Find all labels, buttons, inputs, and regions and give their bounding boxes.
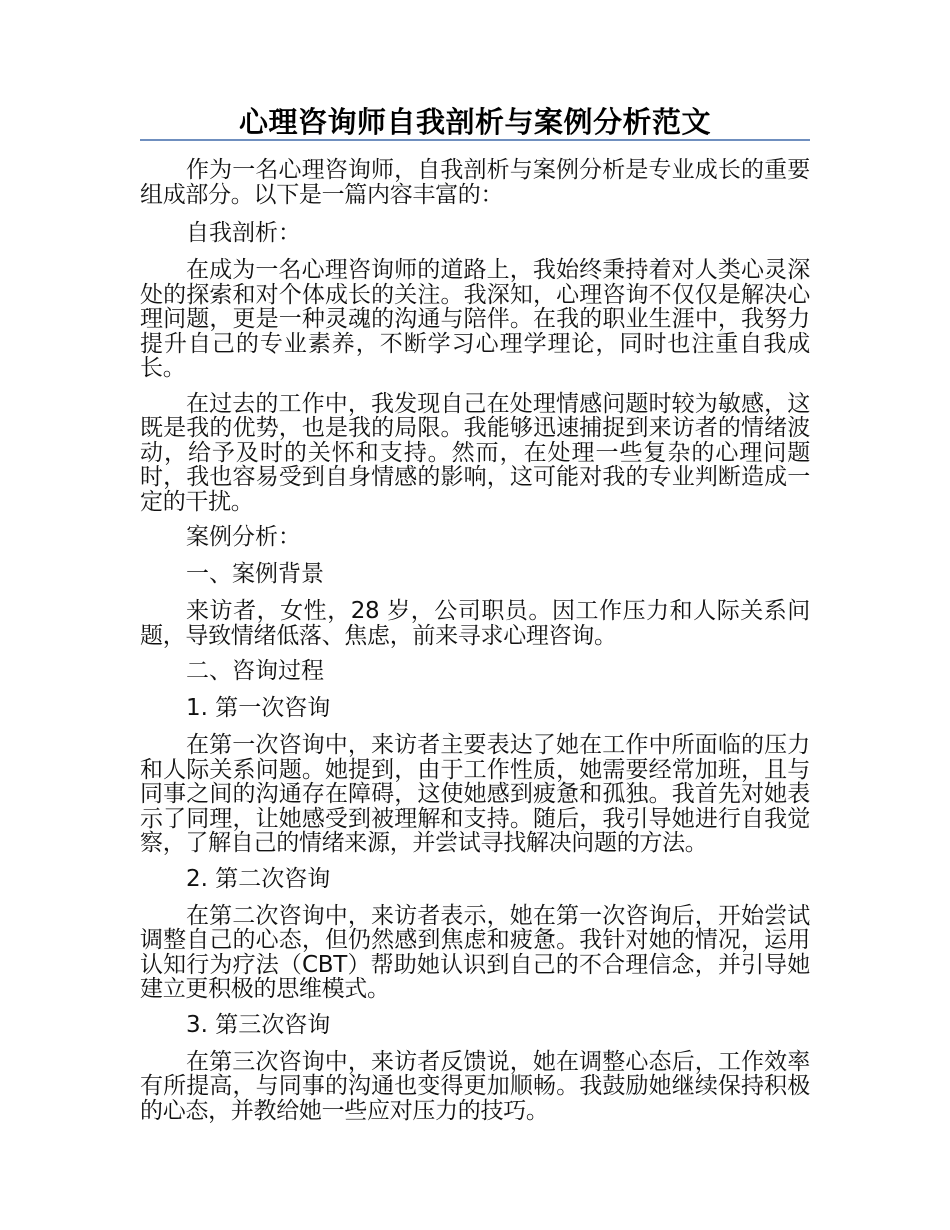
paragraph: 来访者，女性，28 岁，公司职员。因工作压力和人际关系问题，导致情绪低落、焦虑，前来寻求心理咨询。	[140, 598, 810, 649]
paragraph: 在第一次咨询中，来访者主要表达了她在工作中所面临的压力和人际关系问题。她提到，由于工作性质，她需要经常加班，且与同事之间的沟通存在障碍，这使她感到疲惫和孤独。我首先对她表示了同理，让她感受到被理解和支持。随后，我引导她进行自我觉察，了解自己的情绪来源，并尝试寻找解决问题的方法。	[140, 732, 810, 856]
intro-paragraph: 作为一名心理咨询师，自我剖析与案例分析是专业成长的重要组成部分。以下是一篇内容丰富的：	[140, 157, 810, 208]
section-heading-case-analysis: 案例分析：	[186, 524, 301, 550]
document-title: 心理咨询师自我剖析与案例分析范文	[238, 105, 711, 139]
subheading-session-2: 2. 第二次咨询	[186, 865, 331, 892]
subheading-counseling-process: 二、咨询过程	[186, 658, 324, 684]
paragraph: 在第二次咨询中，来访者表示，她在第一次咨询后，开始尝试调整自己的心态，但仍然感到焦虑和疲惫。我针对她的情况，运用认知行为疗法（CBT）帮助她认识到自己的不合理信念，并引导她建立更积极的思维模式。	[140, 902, 810, 1002]
paragraph: 在成为一名心理咨询师的道路上，我始终秉持着对人类心灵深处的探索和对个体成长的关注。我深知，心理咨询不仅仅是解决心理问题，更是一种灵魂的沟通与陪伴。在我的职业生涯中，我努力提升自己的专业素养，不断学习心理学理论，同时也注重自我成长。	[140, 257, 810, 381]
paragraph: 在过去的工作中，我发现自己在处理情感问题时较为敏感，这既是我的优势，也是我的局限。我能够迅速捕捉到来访者的情绪波动，给予及时的关怀和支持。然而，在处理一些复杂的心理问题时，我也容易受到自身情感的影响，这可能对我的专业判断造成一定的干扰。	[140, 390, 810, 515]
section-heading-self-analysis: 自我剖析：	[186, 220, 301, 246]
subheading-session-3: 3. 第三次咨询	[186, 1011, 331, 1038]
document-body	[140, 158, 810, 1134]
title-underline	[140, 139, 810, 141]
paragraph: 在第三次咨询中，来访者反馈说，她在调整心态后，工作效率有所提高，与同事的沟通也变得更加顺畅。我鼓励她继续保持积极的心态，并教给她一些应对压力的技巧。	[140, 1048, 810, 1124]
subheading-case-background: 一、案例背景	[186, 561, 324, 587]
subheading-session-1: 1. 第一次咨询	[186, 695, 331, 721]
